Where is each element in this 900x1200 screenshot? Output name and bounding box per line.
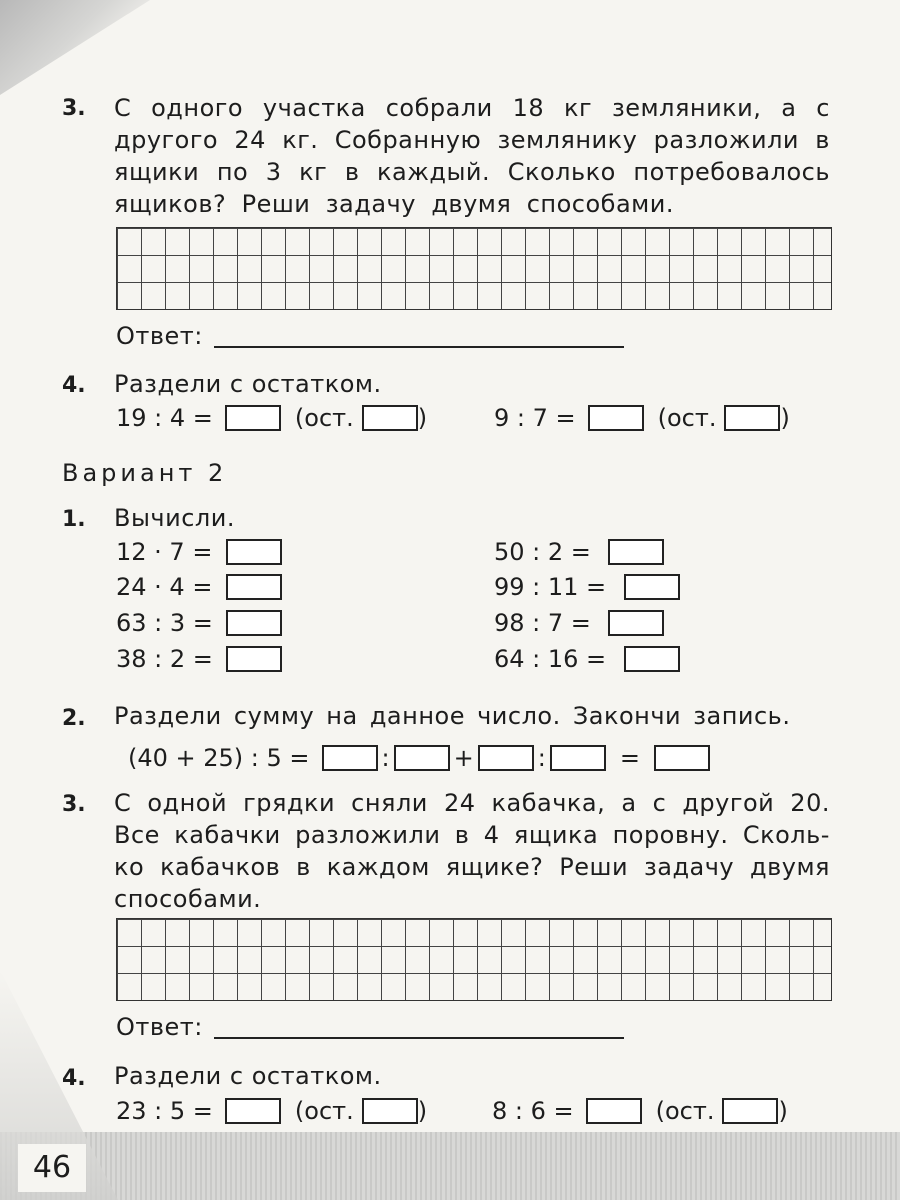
word: 3 (265, 158, 282, 186)
word: кг (299, 158, 328, 186)
task-3a-line (114, 158, 830, 190)
word: кг. (282, 126, 319, 154)
task-3b-answer-grid[interactable] (116, 918, 832, 1001)
remainder-close: ) (780, 404, 790, 432)
expression: 12 · 7 = (116, 538, 213, 566)
task-3a-text (114, 94, 830, 222)
word: С (114, 94, 132, 122)
task-1-right-row (494, 609, 664, 637)
task-4a-number: 4. (62, 373, 86, 398)
word: каждом (326, 853, 430, 881)
word: 18 (512, 94, 545, 122)
word: другой (682, 789, 775, 817)
footer-band (0, 1132, 900, 1200)
task-2-number: 2. (62, 706, 86, 731)
word: ящики (114, 158, 200, 186)
task-1-left-row (116, 645, 282, 673)
word: Реши (559, 853, 629, 881)
word: ящиков? (114, 190, 227, 218)
word: разложили (653, 126, 800, 154)
remainder-box[interactable] (722, 1098, 778, 1124)
word: каждый. (377, 158, 491, 186)
word: кг (564, 94, 593, 122)
quotient-box[interactable] (588, 405, 644, 431)
variant-heading: Вариант 2 (62, 459, 228, 487)
task-4b-number: 4. (62, 1066, 86, 1091)
task-3b-answer-line[interactable] (214, 1037, 624, 1039)
word: Все (114, 821, 160, 849)
word: участка (262, 94, 366, 122)
word: другого (114, 126, 219, 154)
word: а (621, 789, 637, 817)
expression: 63 : 3 = (116, 609, 213, 637)
word: поровну. (612, 821, 729, 849)
word: с (652, 789, 667, 817)
word: 20. (790, 789, 830, 817)
remainder-box[interactable] (362, 1098, 418, 1124)
task-1-left-row (116, 573, 282, 601)
task-4a-left-equation (116, 404, 427, 432)
task-3b-text (114, 789, 830, 917)
word: собрали (385, 94, 493, 122)
word: землянику (497, 126, 638, 154)
equation-text: 8 : 6 = (492, 1097, 574, 1125)
answer-box[interactable] (322, 745, 378, 771)
task-1-right-row (494, 538, 664, 566)
word: потребовалось (633, 158, 830, 186)
task-1-right-row (494, 573, 680, 601)
remainder-open: (ост. (655, 1097, 715, 1125)
task-4a-right-equation (494, 404, 790, 432)
word: одной (147, 789, 228, 817)
task-3a-answer-label: Ответ: (116, 322, 203, 350)
word: задачу (643, 853, 735, 881)
word: разложили (295, 821, 441, 849)
remainder-open: (ост. (294, 404, 354, 432)
page-number: 46 (18, 1144, 86, 1192)
word: грядки (243, 789, 336, 817)
task-3a-line (114, 190, 674, 222)
word: а (781, 94, 797, 122)
task-3a-line (114, 126, 830, 158)
remainder-box[interactable] (724, 405, 780, 431)
word: ящике? (445, 853, 544, 881)
task-3a-answer-line[interactable] (214, 346, 624, 348)
word: кабачка, (491, 789, 606, 817)
expression: 98 : 7 = (494, 609, 591, 637)
expression: 24 · 4 = (116, 573, 213, 601)
answer-box[interactable] (608, 539, 664, 565)
answer-box[interactable] (394, 745, 450, 771)
task-1-left-row (116, 538, 282, 566)
task-2-title: Раздели сумму на данное число. Закончи запись. (114, 702, 791, 730)
expression: 99 : 11 = (494, 573, 607, 601)
remainder-close: ) (417, 1097, 428, 1125)
task-4a-title: Раздели с остатком. (114, 370, 382, 398)
task-3b-line (114, 853, 830, 885)
task-1-left-row (116, 609, 282, 637)
quotient-box[interactable] (586, 1098, 642, 1124)
word: сняли (351, 789, 428, 817)
answer-box[interactable] (608, 610, 664, 636)
word: ящика (513, 821, 599, 849)
remainder-box[interactable] (362, 405, 418, 431)
equals-sign: = (619, 744, 640, 772)
quotient-box[interactable] (225, 405, 281, 431)
expression: (40 + 25) : 5 = (128, 744, 310, 772)
word: Реши (241, 190, 311, 218)
word: двумя (750, 853, 830, 881)
task-4b-title: Раздели с остатком. (114, 1062, 382, 1090)
task-4b-left-equation (116, 1097, 427, 1125)
equation-text: 19 : 4 = (116, 404, 213, 432)
word: в (454, 821, 470, 849)
word: 4 (483, 821, 500, 849)
word: Собранную (334, 126, 482, 154)
task-3b-line (114, 821, 830, 853)
word: кабачки (174, 821, 281, 849)
word: земляники, (611, 94, 762, 122)
task-3b-line (114, 789, 830, 821)
word: ко (114, 853, 145, 881)
word: кабачков (160, 853, 281, 881)
task-1-number: 1. (62, 507, 86, 532)
equation-text: 9 : 7 = (494, 404, 576, 432)
task-3b-line-last: способами. (114, 885, 262, 913)
expression: 50 : 2 = (494, 538, 591, 566)
word: одного (151, 94, 244, 122)
answer-box[interactable] (226, 574, 282, 600)
word: в (815, 126, 830, 154)
task-2-equation (128, 744, 710, 772)
task-3b-answer-label: Ответ: (116, 1013, 203, 1041)
word: по (216, 158, 249, 186)
quotient-box[interactable] (225, 1098, 281, 1124)
task-1-right-row (494, 645, 680, 673)
word: способами. (526, 190, 674, 218)
answer-box[interactable] (478, 745, 534, 771)
expression: 38 : 2 = (116, 645, 213, 673)
colon-sign: : (381, 744, 390, 772)
plus-sign: + (453, 744, 474, 772)
expression: 64 : 16 = (494, 645, 607, 673)
remainder-open: (ост. (294, 1097, 354, 1125)
page-corner-shadow (0, 0, 150, 95)
word: Сколько (507, 158, 616, 186)
word: двумя (431, 190, 512, 218)
task-3a-line (114, 94, 830, 126)
word: задачу (325, 190, 416, 218)
task-3b-number: 3. (62, 792, 86, 817)
remainder-open: (ост. (657, 404, 717, 432)
colon-sign: : (537, 744, 546, 772)
task-1-title: Вычисли. (114, 504, 235, 532)
answer-box[interactable] (550, 745, 606, 771)
answer-box[interactable] (654, 745, 710, 771)
word: Сколь- (742, 821, 830, 849)
word: С (114, 789, 132, 817)
equation-text: 23 : 5 = (116, 1097, 213, 1125)
answer-box[interactable] (226, 539, 282, 565)
task-3a-answer-grid[interactable] (116, 227, 832, 310)
answer-box[interactable] (226, 646, 282, 672)
answer-box[interactable] (226, 610, 282, 636)
word: 24 (234, 126, 266, 154)
answer-box[interactable] (624, 574, 680, 600)
word: в (296, 853, 311, 881)
task-3a-number: 3. (62, 96, 86, 121)
task-4b-right-equation (492, 1097, 788, 1125)
word: 24 (443, 789, 476, 817)
word: с (816, 94, 830, 122)
remainder-close: ) (778, 1097, 788, 1125)
remainder-close: ) (417, 404, 428, 432)
answer-box[interactable] (624, 646, 680, 672)
word: в (344, 158, 360, 186)
